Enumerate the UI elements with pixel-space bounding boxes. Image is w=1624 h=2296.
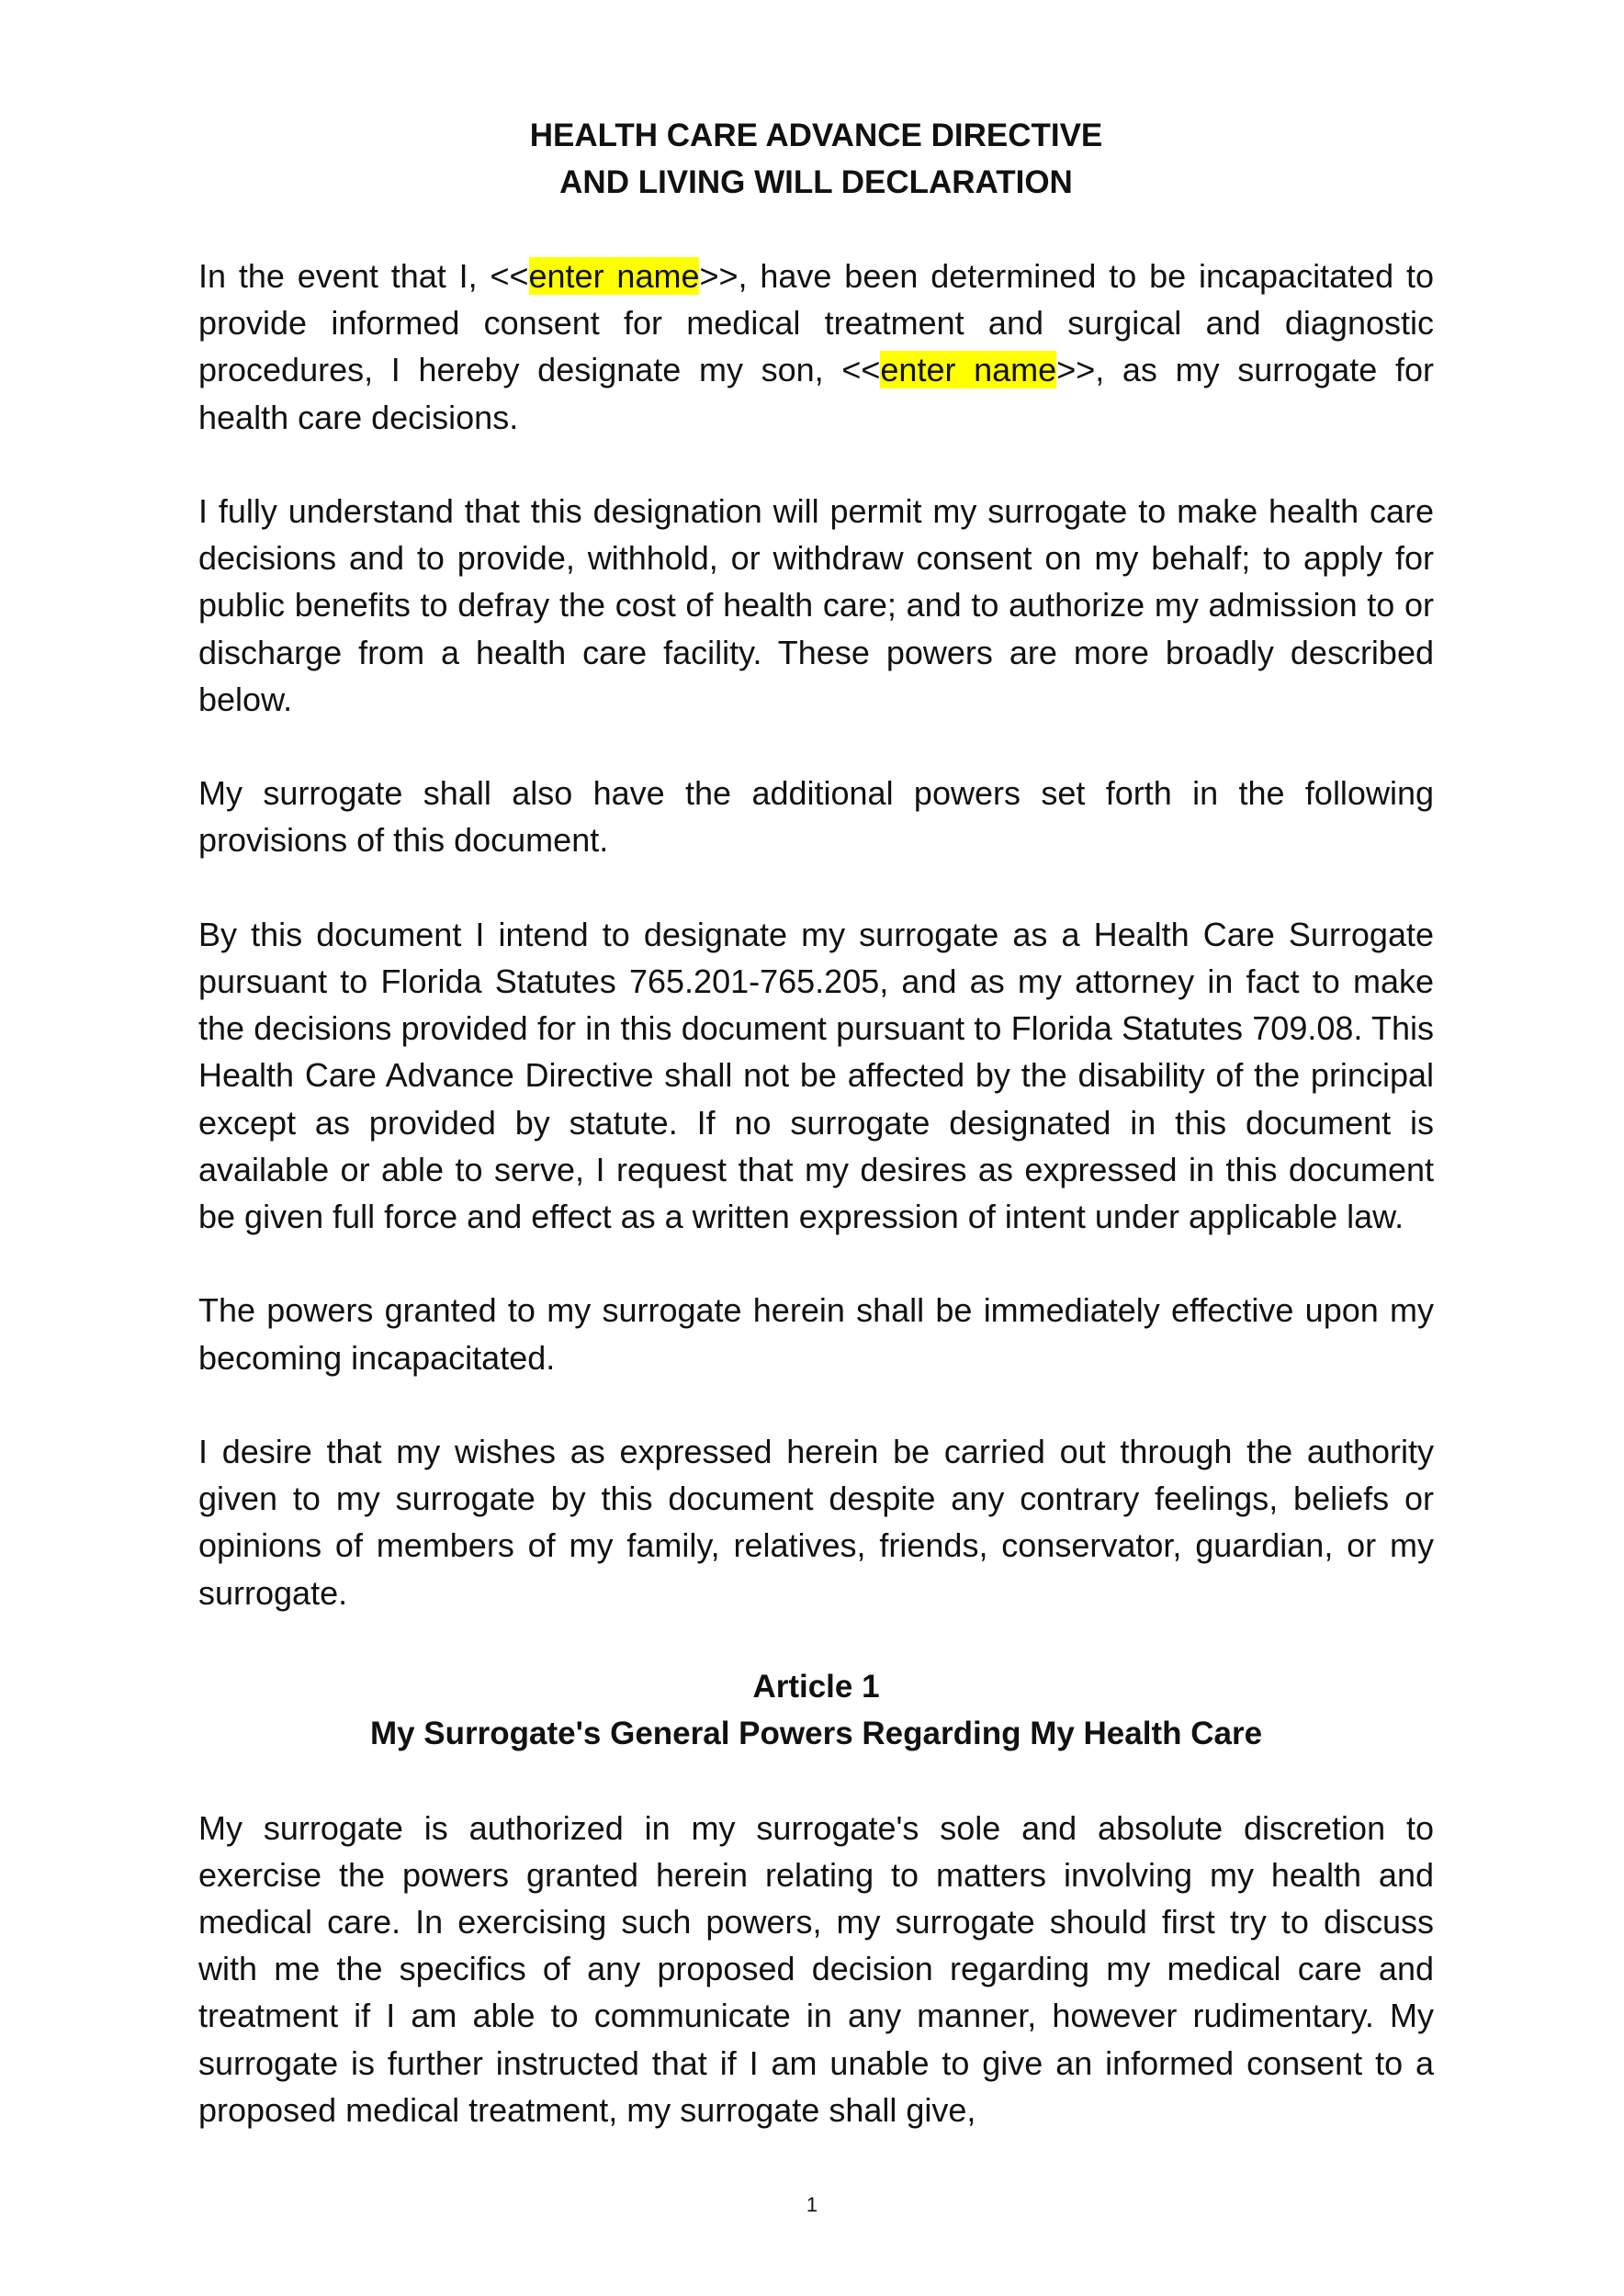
- paragraph-designation-text-1: In the event that I, <<: [198, 257, 529, 295]
- paragraph-wishes: I desire that my wishes as expressed herein be carried out through the authority given to my surrogate by this document despite any contrary feelings, beliefs or opinions of members of my family, relatives, friends, conservator, guardian, or my surrogate.: [198, 1433, 1434, 1612]
- paragraph-designation-text-3: >>, as my surrogate for health care decisions.: [198, 351, 1435, 436]
- article-1-number: Article 1: [752, 1669, 880, 1705]
- paragraph-understanding: I fully understand that this designation will permit my surrogate to make health care decisions and to provide, withhold, or withdraw consent on my behalf; to apply for public benefits to defray the cost of health care; and to authorize my admission to or discharge from a health care facility. These powers are more broadly described below.: [198, 492, 1434, 718]
- paragraph-designation: [198, 253, 1434, 441]
- paragraph-designation-text-2: >>, have been determined to be incapacitated to provide informed consent for medical treatment and surgical and diagnostic procedures, I hereby designate my son, <<: [198, 257, 1435, 389]
- document-body: [198, 112, 1434, 2180]
- article-1-title: My Surrogate's General Powers Regarding My Health Care: [369, 1716, 1263, 1752]
- title-line-2: AND LIVING WILL DECLARATION: [559, 164, 1073, 200]
- placeholder-surrogate-name: enter name: [880, 351, 1057, 389]
- title-line-1: HEALTH CARE ADVANCE DIRECTIVE: [529, 118, 1103, 153]
- paragraph-intent: By this document I intend to designate my surrogate as a Health Care Surrogate pursuant to Florida Statutes 765.201-765.205, and as my attorney in fact to make the decisions provided for in this document pursuant to Florida Statutes 709.08. This Health Care Advance Directive shall not be affected by the disability of the principal except as provided by statute. If no surrogate designated in this document is available or able to serve, I request that my desires as expressed in this document be given full force and effect as a written expression of intent under applicable law.: [198, 915, 1434, 1236]
- placeholder-principal-name: enter name: [528, 257, 700, 295]
- page-number: 1: [806, 2193, 818, 2216]
- article-1-heading: [198, 1663, 1434, 1757]
- document-title: [198, 112, 1434, 206]
- paragraph-general-powers: My surrogate is authorized in my surrogate's sole and absolute discretion to exercise the powers granted herein relating to matters involving my health and medical care. In exercising such powers, my surrogate should first try to discuss with me the specifics of any proposed decision regarding my medical care and treatment if I am able to communicate in any manner, however rudimentary. My surrogate is further instructed that if I am unable to give an informed consent to a proposed medical treatment, my surrogate shall give,: [198, 1808, 1434, 2129]
- paragraph-additional-powers: My surrogate shall also have the additional powers set forth in the following provisions of this document.: [198, 774, 1434, 860]
- paragraph-effective: The powers granted to my surrogate herein shall be immediately effective upon my becoming incapacitated.: [198, 1291, 1434, 1377]
